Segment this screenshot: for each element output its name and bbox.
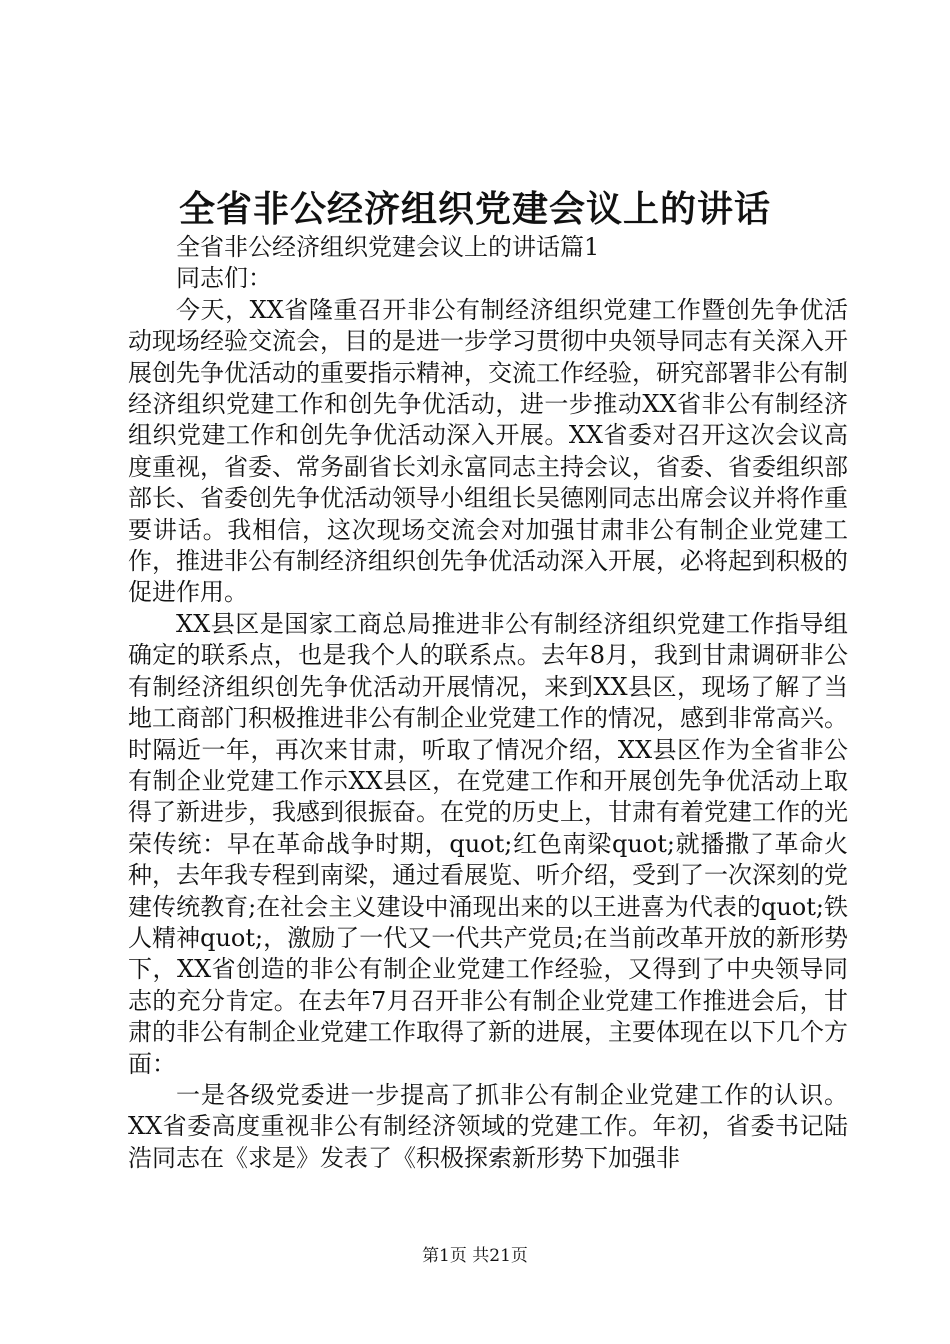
salutation: 同志们：: [176, 264, 272, 293]
document-subtitle: 全省非公经济组织党建会议上的讲话篇1: [176, 233, 600, 261]
document-body: [128, 232, 848, 1174]
page-footer: 第1页 共21页: [422, 1246, 528, 1266]
paragraph-1: 今天，XX省隆重召开非公有制经济组织党建工作暨创先争优活动现场经验交流会，目的是进一步学习贯彻中央领导同志有关深入开展创先争优活动的重要指示精神，交流工作经验，研究部署非公有制经济组织党建工作和创先争优活动，进一步推动XX省非公有制经济组织党建工作和创先争优活动深入开展。XX省委对召开这次会议高度重视，省委、常务副省长刘永富同志主持会议，省委、省委组织部部长、省委创先争优活动领导小组组长吴德刚同志出席会议并将作重要讲话。我相信，这次现场交流会对加强甘肃非公有制企业党建工作，推进非公有制经济组织创先争优活动深入开展，必将起到积极的促进作用。: [128, 295, 848, 607]
paragraph-3: 一是各级党委进一步提高了抓非公有制企业党建工作的认识。XX省委高度重视非公有制经济领域的党建工作。年初，省委书记陆浩同志在《求是》发表了《积极探索新形势下加强非: [128, 1080, 848, 1172]
paragraph-2: XX县区是国家工商总局推进非公有制经济组织党建工作指导组确定的联系点，也是我个人的联系点。去年8月，我到甘肃调研非公有制经济组织创先争优活动开展情况，来到XX县区，现场了解了当地工商部门积极推进非公有制企业党建工作的情况，感到非常高兴。时隔近一年，再次来甘肃，听取了情况介绍，XX县区作为全省非公有制企业党建工作示XX县区，在党建工作和开展创先争优活动上取得了新进步，我感到很振奋。在党的历史上，甘肃有着党建工作的光荣传统：早在革命战争时期，quot;红色南梁quot;就播撒了革命火种，去年我专程到南梁，通过看展览、听介绍，受到了一次深刻的党建传统教育;在社会主义建设中涌现出来的以王进喜为代表的quot;铁人精神quot;，激励了一代又一代共产党员;在当前改革开放的新形势下，XX省创造的非公有制企业党建工作经验，又得到了中央领导同志的充分肯定。在去年7月召开非公有制企业党建工作推进会后，甘肃的非公有制企业党建工作取得了新的进展，主要体现在以下几个方面：: [128, 609, 848, 1078]
document-title: 全省非公经济组织党建会议上的讲话: [178, 188, 771, 230]
